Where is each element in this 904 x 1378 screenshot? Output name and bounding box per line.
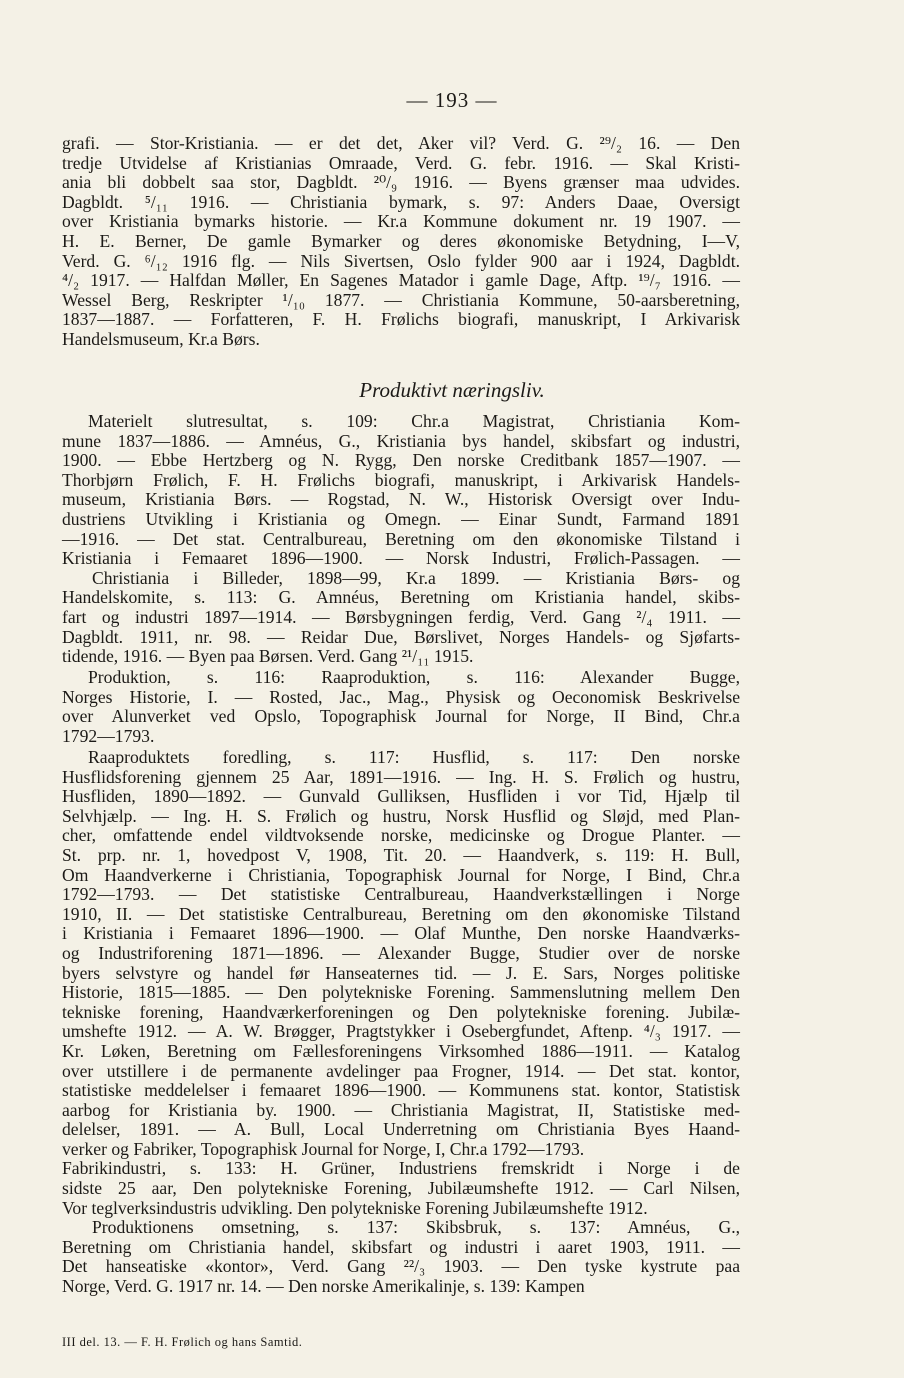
text-line: over Alunverket ved Opslo, Topographisk Journal for Norge, II Bind, Chr.a <box>62 706 740 727</box>
text-line: Wessel Berg, Reskripter ¹/₁₀ 1877. — Christiania Kommune, 50-aarsberetning, <box>62 289 740 310</box>
text-line: Materielt slutresultat, s. 109: Chr.a Magistrat, Christiania Kom- <box>88 411 740 431</box>
section-heading: Produktivt næringsliv. <box>359 378 545 402</box>
text-line: Dagbldt. ⁵/₁₁ 1916. — Christiania bymark, s. 97: Anders Daae, Oversigt <box>62 191 740 212</box>
text-line: Husfliden, 1890—1892. — Gunvald Gulliksen, Husfliden i vor Tid, Hjælp til <box>62 786 740 807</box>
bibliography-block-produktion <box>62 668 740 746</box>
text-line: statistiske meddelelser i femaaret 1896—1900. — Kommunens stat. kontor, Statistisk <box>62 1080 740 1101</box>
text-line: Norges Historie, I. — Rosted, Jac., Mag., Physisk og Oeconomisk Beskrivelse <box>62 686 740 707</box>
text-line: Om Haandverkerne i Christiania, Topographisk Journal for Norge, I Bind, Chr.a <box>62 864 740 885</box>
text-line: Thorbjørn Frølich, F. H. Frølichs biografi, manuskript, i Arkivarisk Handels- <box>62 469 740 490</box>
text-line: Handelskomite, s. 113: G. Amnéus, Beretning om Kristiania handel, skibs- <box>62 587 740 608</box>
text-line: dustriens Utvikling i Kristiania og Omegn. — Einar Sundt, Farmand 1891 <box>62 508 740 529</box>
text-line: Raaproduktets foredling, s. 117: Husflid, s. 117: Den norske <box>88 747 740 767</box>
text-line: byers selvstyre og handel før Hanseaternes tid. — J. E. Sars, Norges politiske <box>62 962 740 983</box>
bibliography-block-raaproduktets-foredling <box>62 748 740 1297</box>
text-line: H. E. Berner, De gamle Bymarker og deres økonomiske Betydning, I—V, <box>62 230 740 251</box>
text-line: Produktion, s. 116: Raaproduktion, s. 116: Alexander Bugge, <box>88 667 740 687</box>
text-line: 1900. — Ebbe Hertzberg og N. Rygg, Den norske Creditbank 1857—1907. — <box>62 450 740 471</box>
bibliography-block-stor-kristiania <box>62 134 740 350</box>
text-line: i Kristiania i Femaaret 1896—1900. — Olaf Munthe, Den norske Haandværks- <box>62 923 740 944</box>
text-line: fart og industri 1897—1914. — Børsbygningen ferdig, Verd. Gang ²/₄ 1911. — <box>62 606 740 627</box>
text-line: grafi. — Stor-Kristiania. — er det det, Aker vil? Verd. G. ²⁹/₂ 16. — Den <box>62 133 740 153</box>
text-line: over Kristiania bymarks historie. — Kr.a Kommune dokument nr. 19 1907. — <box>62 211 740 232</box>
text-line: sidste 25 aar, Den polytekniske Forening, Jubilæumshefte 1912. — Carl Nilsen, <box>62 1178 740 1199</box>
text-line: over utstillere i de permanente avdelinger paa Frogner, 1914. — Det stat. kontor, <box>62 1060 740 1081</box>
text-line: delelser, 1891. — A. Bull, Local Underretning om Christiania Byes Haand- <box>62 1119 740 1140</box>
text-line: umshefte 1912. — A. W. Brøgger, Pragtstykker i Osebergfundet, Aftenp. ⁴/₃ 1917. — <box>62 1021 740 1042</box>
text-line: tredje Utvidelse af Kristianias Omraade, Verd. G. febr. 1916. — Skal Kristi- <box>62 152 740 173</box>
bibliography-block-materielt-slutresultat <box>62 412 740 667</box>
text-line: tekniske forening, Haandværkerforeningen og Den polytekniske forening. Jubilæ- <box>62 1001 740 1022</box>
text-line: 1792—1793. <box>62 725 155 746</box>
text-line: Fabrikindustri, s. 133: H. Grüner, Industriens fremskridt i Norge i de <box>62 1158 740 1179</box>
text-line: ⁴/₂ 1917. — Halfdan Møller, En Sagenes Matador i gamle Dage, Aftp. ¹⁹/₇ 1916. — <box>62 270 740 291</box>
text-line: Det hanseatiske «kontor», Verd. Gang ²²/₃ 1903. — Den tyske kystrute paa <box>62 1256 740 1277</box>
text-line: tidende, 1916. — Byen paa Børsen. Verd. Gang ²¹/₁₁ 1915. <box>62 646 474 667</box>
text-line: Husflidsforening gjennem 25 Aar, 1891—1916. — Ing. H. S. Frølich og hustru, <box>62 766 740 787</box>
text-line: 1837—1887. — Forfatteren, F. H. Frølichs biografi, manuskript, I Arkivarisk <box>62 309 740 330</box>
text-line: Kr. Løken, Beretning om Fællesforeningens Virksomhed 1886—1911. — Katalog <box>62 1040 740 1061</box>
text-line: og Industriforening 1871—1896. — Alexander Bugge, Studier over de norske <box>62 942 740 963</box>
text-line: Beretning om Christiania handel, skibsfart og industri i aaret 1903, 1911. — <box>62 1236 740 1257</box>
text-line: mune 1837—1886. — Amnéus, G., Kristiania bys handel, skibsfart og industri, <box>62 430 740 451</box>
text-line: Vor teglverksindustris udvikling. Den polytekniske Forening Jubilæumshefte 1912. <box>62 1197 648 1218</box>
footer-signature: III del. 13. — F. H. Frølich og hans Samtid. <box>62 1335 303 1349</box>
text-line: Norge, Verd. G. 1917 nr. 14. — Den norske Amerikalinje, s. 139: Kampen <box>62 1276 585 1297</box>
text-line: Kristiania i Femaaret 1896—1900. — Norsk Industri, Frølich-Passagen. — <box>62 548 740 569</box>
text-line: Produktionens omsetning, s. 137: Skibsbruk, s. 137: Amnéus, G., <box>92 1217 740 1238</box>
page-number: — 193 — <box>406 88 498 112</box>
text-line: Verd. G. ⁶/₁₂ 1916 flg. — Nils Sivertsen, Oslo fylder 900 aar i 1924, Dagbldt. <box>62 250 740 271</box>
text-line: verker og Fabriker, Topographisk Journal for Norge, I, Chr.a 1792—1793. <box>62 1138 585 1159</box>
text-line: ania bli dobbelt saa stor, Dagbldt. ²⁰/₉ 1916. — Byens grænser maa udvides. <box>62 172 740 193</box>
text-line: Handelsmuseum, Kr.a Børs. <box>62 328 260 349</box>
text-line: Christiania i Billeder, 1898—99, Kr.a 1899. — Kristiania Børs- og <box>92 567 740 588</box>
text-line: Historie, 1815—1885. — Den polytekniske Forening. Sammenslutning mellem Den <box>62 982 740 1003</box>
text-line: museum, Kristiania Børs. — Rogstad, N. W., Historisk Oversigt over Indu- <box>62 489 740 510</box>
text-line: —1916. — Det stat. Centralbureau, Beretning om den økonomiske Tilstand i <box>62 528 740 549</box>
text-line: 1910, II. — Det statistiske Centralbureau, Beretning om den økonomiske Tilstand <box>62 903 740 924</box>
text-line: Dagbldt. 1911, nr. 98. — Reidar Due, Børslivet, Norges Handels- og Sjøfarts- <box>62 626 740 647</box>
text-line: St. prp. nr. 1, hovedpost V, 1908, Tit. 20. — Haandverk, s. 119: H. Bull, <box>62 844 740 865</box>
text-line: aarbog for Kristiania by. 1900. — Christiania Magistrat, II, Statistiske med- <box>62 1099 740 1120</box>
text-line: cher, omfattende endel vildtvoksende norske, medicinske og Drogue Planter. — <box>62 825 740 846</box>
text-line: 1792—1793. — Det statistiske Centralbureau, Haandverkstællingen i Norge <box>62 884 740 905</box>
text-line: Selvhjælp. — Ing. H. S. Frølich og hustru, Norsk Husflid og Sløjd, med Plan- <box>62 805 740 826</box>
